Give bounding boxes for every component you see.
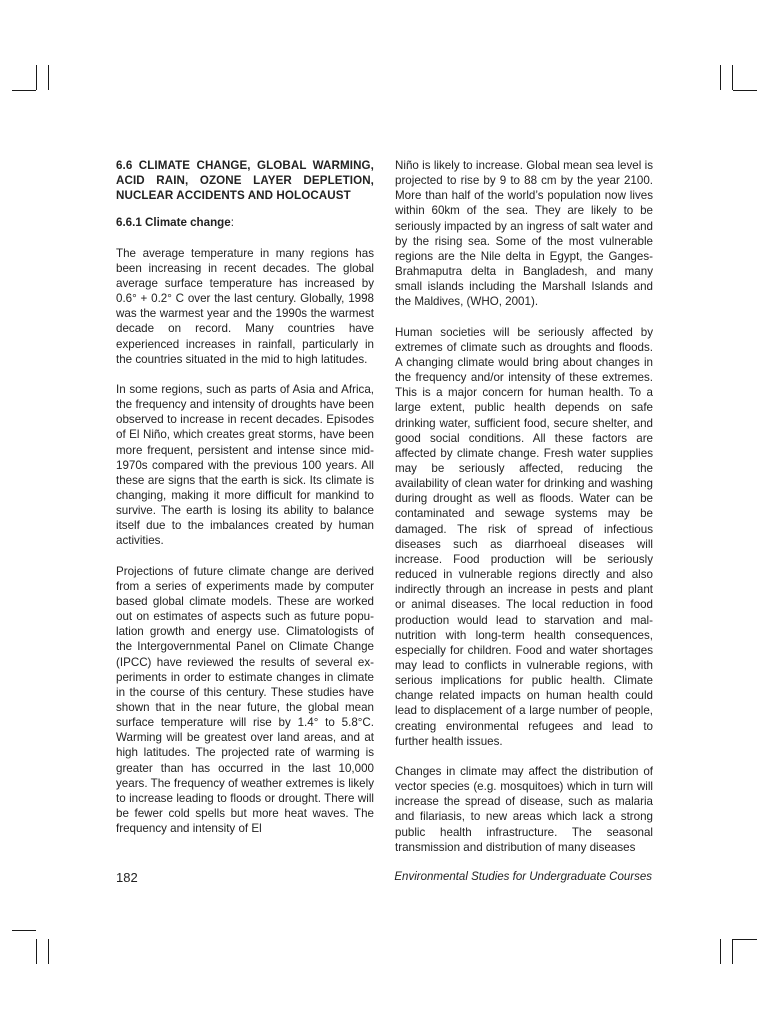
paragraph: The average temperature in many regions has been increasing in recent decades. The global average surface temperature has increased by 0.6° + 0.2° C over the last century. Globally, 1998 was the warmest year and the 1990s the warmest decade on record. Many countries have experienced increases in rainfall, particularly in the countries situated in the mid to high latitudes.	[116, 246, 374, 366]
crop-mark	[12, 930, 36, 931]
crop-mark	[12, 90, 36, 91]
crop-mark	[720, 65, 721, 90]
page-number: 182	[116, 870, 138, 885]
crop-mark	[36, 65, 37, 90]
crop-mark	[36, 939, 37, 964]
paragraph: In some regions, such as parts of Asia and Africa, the frequency and intensity of droughts have been observed to increase in recent decades. Episodes of El Niño, which creates great storms, have been more frequent, persistent and intense since mid-1970s compared with the previous 100 years. All these are signs that the earth is sick. Its climate is changing, making it more difficult for mankind to survive. The earth is losing its ability to balance itself due to the imbalances created by human activities.	[116, 382, 374, 548]
paragraph: Human societies will be seriously affected by extremes of climate such as droughts and floods. A changing climate would bring about changes in the frequency and/or intensity of these extremes. This is a major concern for human health. To a large extent, public health depends on safe drinking water, sufficient food, secure shelter, and good social conditions. All these factors are affected by climate change. Fresh water supplies may be seriously affected, reducing the availability of clean water for drinking and washing during drought as well as floods. Water can be contaminated and sewage systems may be damaged. The risk of spread of infectious diseases such as diarrhoeal diseases will increase. Food production will be seriously reduced in vulnerable regions directly and also indirectly through an increase in pests and plant or animal diseases. The local reduction in food production would lead to starvation and malnutrition with long-term health consequences, especially for children. Food and water shortages may lead to conflicts in vulnerable regions, with serious implications for public health. Climate change related impacts on human health could lead to displacement of a large number of people, creating environmental refugees and lead to further health issues.	[395, 325, 653, 748]
subsection-colon: :	[230, 216, 234, 230]
crop-mark	[48, 65, 49, 90]
crop-mark	[733, 939, 757, 940]
crop-mark	[48, 939, 49, 964]
section-heading: 6.6 CLIMATE CHANGE, GLOBAL WARMING, ACID RAIN, OZONE LAYER DEPLETION, NUCLEAR ACCIDENTS AND HOLOCAUST	[116, 159, 374, 203]
running-footer-title: Environmental Studies for Undergraduate Courses	[394, 871, 652, 883]
crop-mark	[720, 939, 721, 964]
right-column	[395, 158, 653, 870]
subsection-heading	[116, 215, 374, 230]
crop-mark	[732, 939, 733, 964]
paragraph: Projections of future climate change are derived from a series of experiments made by computer based global climate models. These are worked out on estimates of aspects such as future population growth and energy use. Climatologists of the Intergovernmental Panel on Climate Change (IPCC) have reviewed the results of several experiments in order to estimate changes in climate in the course of this century. These studies have shown that in the near future, the global mean surface temperature will rise by 1.4° to 5.8°C. Warming will be greatest over land areas, and at high latitudes. The projected rate of warming is greater than has occurred in the last 10,000 years. The frequency of weather extremes is likely to increase leading to floods or drought. There will be fewer cold spells but more heat waves. The frequency and intensity of El	[116, 564, 374, 836]
subsection-title: 6.6.1 Climate change	[116, 216, 231, 230]
crop-mark	[732, 65, 733, 90]
paragraph: Niño is likely to increase. Global mean sea level is projected to rise by 9 to 88 cm by the year 2100. More than half of the world’s population now lives within 60km of the sea. They are likely to be seriously impacted by an ingress of salt water and by the rising sea. Some of the most vulnerable regions are the Nile delta in Egypt, the Ganges-Brahmaputra delta in Bangladesh, and many small islands including the Marshall Islands and the Maldives, (WHO, 2001).	[395, 159, 653, 309]
paragraph: Changes in climate may affect the distribution of vector species (e.g. mosquitoes) which in turn will increase the spread of disease, such as malaria and filariasis, to new areas which lack a strong public health infrastructure. The seasonal transmission and distribution of many diseases	[395, 764, 653, 854]
left-column	[116, 158, 374, 851]
crop-mark	[733, 90, 757, 91]
